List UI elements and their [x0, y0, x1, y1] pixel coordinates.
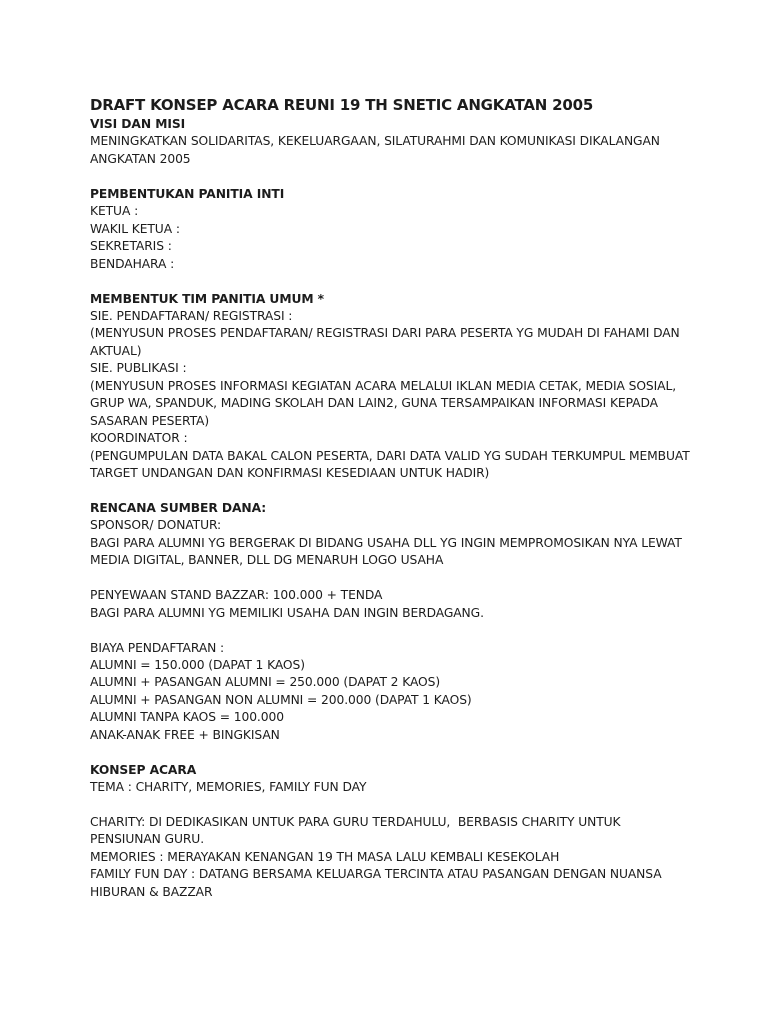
- document-body: [90, 94, 694, 901]
- tema-line: TEMA : CHARITY, MEMORIES, FAMILY FUN DAY: [90, 780, 367, 795]
- panitia-umum-heading: MEMBENTUK TIM PANITIA UMUM *: [90, 291, 324, 306]
- biaya-pendaftaran-label: BIAYA PENDAFTARAN :: [90, 640, 225, 655]
- memories-line: MEMORIES : MERAYAKAN KENANGAN 19 TH MASA LALU KEMBALI KESEKOLAH: [90, 849, 560, 864]
- visi-misi-text: MENINGKATKAN SOLIDARITAS, KEKELUARGAAN, SILATURAHMI DAN KOMUNIKASI DIKALANGAN ANGKATAN 2005: [90, 134, 664, 166]
- panitia-inti-wakil-ketua: WAKIL KETUA :: [90, 221, 180, 236]
- sumber-dana-heading: RENCANA SUMBER DANA:: [90, 500, 267, 515]
- spacer: [90, 744, 690, 761]
- panitia-inti-bendahara: BENDAHARA :: [90, 256, 175, 271]
- biaya-item: ALUMNI TANPA KAOS = 100.000: [90, 710, 284, 725]
- sie-publikasi-desc: (MENYUSUN PROSES INFORMASI KEGIATAN ACARA MELALUI IKLAN MEDIA CETAK, MEDIA SOSIAL, GRUP WA, SPANDUK, MADING SKOLAH DAN LAIN2, GUNA TERSAMPAIKAN INFORMASI KEPADA SASARAN PESERTA): [90, 378, 680, 428]
- biaya-item: ALUMNI + PASANGAN NON ALUMNI = 200.000 (DAPAT 1 KAOS): [90, 692, 472, 707]
- spacer: [90, 482, 690, 499]
- panitia-inti-heading: PEMBENTUKAN PANITIA INTI: [90, 186, 285, 201]
- sie-pendaftaran-label: SIE. PENDAFTARAN/ REGISTRASI :: [90, 308, 293, 323]
- charity-line: CHARITY: DI DEDIKASIKAN UNTUK PARA GURU TERDAHULU, BERBASIS CHARITY UNTUK PENSIUNAN GURU.: [90, 815, 625, 847]
- konsep-acara-heading: KONSEP ACARA: [90, 762, 197, 777]
- koordinator-desc: (PENGUMPULAN DATA BAKAL CALON PESERTA, DARI DATA VALID YG SUDAH TERKUMPUL MEMBUAT TARGET UNDANGAN DAN KONFIRMASI KESEDIAAN UNTUK HADIR): [90, 448, 694, 481]
- spacer: [90, 273, 690, 290]
- spacer: [90, 570, 690, 587]
- spacer: [90, 797, 690, 814]
- stand-bazzar-text: BAGI PARA ALUMNI YG MEMILIKI USAHA DAN INGIN BERDAGANG.: [90, 605, 484, 620]
- document-title: DRAFT KONSEP ACARA REUNI 19 TH SNETIC ANGKATAN 2005: [90, 96, 594, 114]
- sie-pendaftaran-desc: (MENYUSUN PROSES PENDAFTARAN/ REGISTRASI DARI PARA PESERTA YG MUDAH DI FAHAMI DAN AKTUAL): [90, 326, 684, 358]
- family-fun-day-line: FAMILY FUN DAY : DATANG BERSAMA KELUARGA TERCINTA ATAU PASANGAN DENGAN NUANSA HIBURAN & BAZZAR: [90, 867, 666, 899]
- biaya-item: ALUMNI + PASANGAN ALUMNI = 250.000 (DAPAT 2 KAOS): [90, 675, 441, 690]
- biaya-item: ANAK-ANAK FREE + BINGKISAN: [90, 727, 280, 742]
- sponsor-text: BAGI PARA ALUMNI YG BERGERAK DI BIDANG USAHA DLL YG INGIN MEMPROMOSIKAN NYA LEWAT MEDIA DIGITAL, BANNER, DLL DG MENARUH LOGO USAHA: [90, 535, 686, 568]
- panitia-inti-sekretaris: SEKRETARIS :: [90, 239, 172, 254]
- sponsor-label: SPONSOR/ DONATUR:: [90, 518, 222, 533]
- sie-publikasi-label: SIE. PUBLIKASI :: [90, 361, 187, 376]
- stand-bazzar-label: PENYEWAAN STAND BAZZAR: 100.000 + TENDA: [90, 588, 383, 603]
- spacer: [90, 622, 690, 639]
- spacer: [90, 168, 690, 185]
- koordinator-label: KOORDINATOR :: [90, 431, 188, 446]
- visi-misi-heading: VISI DAN MISI: [90, 117, 186, 131]
- biaya-item: ALUMNI = 150.000 (DAPAT 1 KAOS): [90, 657, 305, 672]
- panitia-inti-ketua: KETUA :: [90, 204, 139, 219]
